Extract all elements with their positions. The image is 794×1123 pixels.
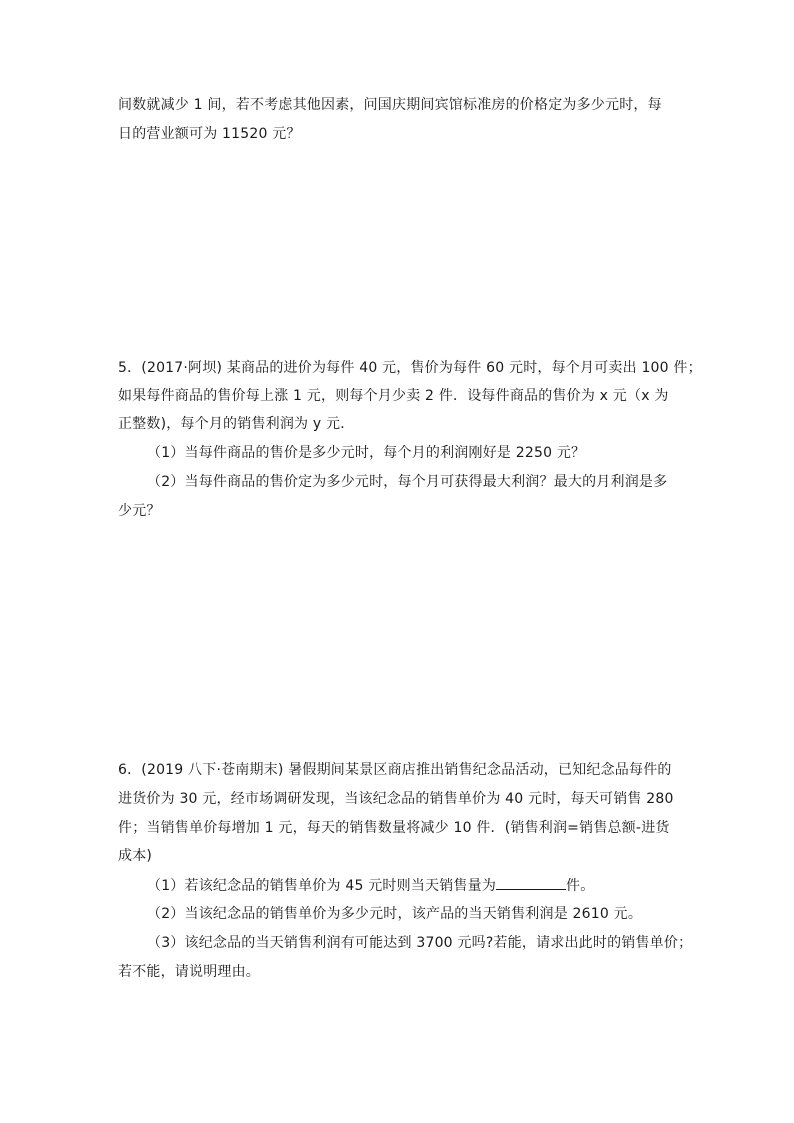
problem5-line2: 如果每件商品的售价每上涨 1 元，则每个月少卖 2 件．设每件商品的售价为 x 元（x 为 xyxy=(118,388,669,404)
problem5-line1: 5．(2017·阿坝) 某商品的进价为每件 40 元，售价为每件 60 元时，每个月可卖出 100 件； xyxy=(118,360,702,376)
problem6-question3-line1: （3）该纪念品的当天销售利润有可能达到 3700 元吗?若能，请求出此时的销售单价； xyxy=(147,935,693,951)
answer-blank xyxy=(496,875,566,890)
problem4-line1: 间数就减少 1 间，若不考虑其他因素，问国庆期间宾馆标准房的价格定为多少元时，每 xyxy=(118,97,662,113)
problem5-question1: （1）当每件商品的售价是多少元时，每个月的利润刚好是 2250 元？ xyxy=(147,445,586,461)
problem6-line3: 件；当销售单价每增加 1 元，每天的销售数量将减少 10 件．(销售利润=销售总额-进货 xyxy=(118,820,670,836)
problem6-question1-unit: 件。 xyxy=(566,878,595,894)
problem4-line2: 日的营业额可为 11520 元？ xyxy=(118,126,301,142)
problem6-line1: 6．(2019 八下·苍南期末) 暑假期间某景区商店推出销售纪念品活动，已知纪念品每件的 xyxy=(118,762,672,778)
problem6-question2: （2）当该纪念品的销售单价为多少元时，该产品的当天销售利润是 2610 元。 xyxy=(147,906,643,922)
problem5-line3: 正整数)，每个月的销售利润为 y 元． xyxy=(118,416,355,432)
problem6-line2: 进货价为 30 元，经市场调研发现，当该纪念品的销售单价为 40 元时，每天可销售 280 xyxy=(118,791,674,807)
problem6-question3-line2: 若不能，请说明理由。 xyxy=(118,964,260,980)
problem6-question1 xyxy=(147,875,707,896)
problem5-question2-line1: （2）当每件商品的售价定为多少元时，每个月可获得最大利润？最大的月利润是多 xyxy=(147,474,668,490)
problem6-question1-text: （1）若该纪念品的销售单价为 45 元时则当天销售量为 xyxy=(147,878,497,894)
problem5-question2-line2: 少元？ xyxy=(118,503,161,519)
problem6-line4: 成本) xyxy=(118,848,153,864)
